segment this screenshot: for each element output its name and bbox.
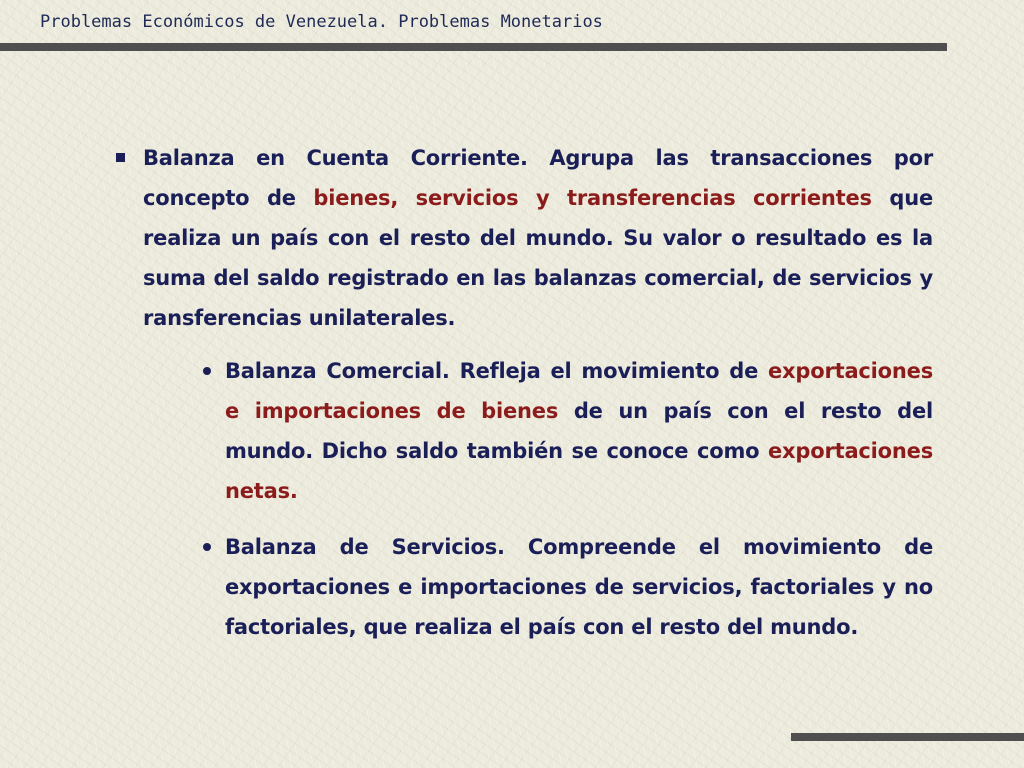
text-run: Balanza Comercial. Refleja el movimiento de bbox=[225, 359, 769, 383]
text-run: que realiza un país con el resto del mundo. Su valor o resultado es la suma del saldo registrado en las balanzas comercial, de servicios y ransferencias unilaterales. bbox=[143, 186, 933, 330]
text-run: de un país con el resto del mundo. Dicho saldo también se conoce como bbox=[225, 399, 933, 463]
text-run: Balanza de Servicios. Compreende el movimiento de exportaciones e importaciones de servicios, factoriales y no factoriales, que realiza el país con el resto del mundo. bbox=[225, 535, 933, 639]
text-run: Balanza en Cuenta Corriente. Agrupa las transacciones por concepto de bbox=[143, 146, 933, 210]
paragraph-balanza-servicios bbox=[225, 527, 933, 647]
footer-rule bbox=[791, 733, 1024, 741]
round-bullet-icon bbox=[203, 543, 211, 551]
paragraph-balanza-comercial bbox=[225, 351, 933, 511]
highlighted-text: exportaciones e importaciones de bienes bbox=[225, 359, 933, 423]
slide-header-title: Problemas Económicos de Venezuela. Problemas Monetarios bbox=[40, 12, 603, 32]
highlighted-text: exportaciones netas. bbox=[225, 439, 933, 503]
round-bullet-icon bbox=[203, 367, 211, 375]
highlighted-text: bienes, servicios y transferencias corrientes bbox=[313, 186, 872, 210]
paragraph-cuenta-corriente bbox=[143, 138, 933, 338]
square-bullet-icon bbox=[116, 153, 125, 162]
